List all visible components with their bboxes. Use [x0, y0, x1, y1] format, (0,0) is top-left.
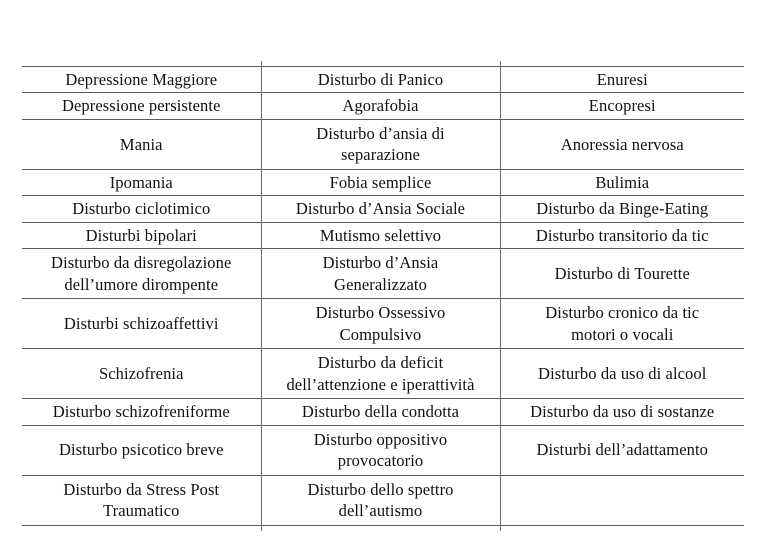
cell-text: Disturbo da Stress Post: [63, 479, 220, 499]
cell-text: Disturbi bipolari: [85, 225, 197, 245]
table-cell: [500, 475, 744, 525]
table-cell: [500, 93, 744, 119]
table-cell: [261, 249, 500, 299]
cell-text: Generalizzato: [334, 274, 427, 294]
cell-text: Disturbo d’Ansia: [322, 253, 439, 273]
cell-text: Schizofrenia: [98, 363, 184, 383]
cell-text: Bulimia: [595, 172, 650, 192]
table-cell: [261, 67, 500, 93]
table-cell: [500, 399, 744, 425]
cell-text: Compulsivo: [339, 324, 422, 344]
table-cell: [22, 222, 261, 248]
cell-text: motori o vocali: [571, 324, 674, 344]
table-cell: [261, 196, 500, 222]
table-row: [22, 93, 744, 119]
table-body: [22, 67, 744, 526]
cell-text: Anoressia nervosa: [560, 134, 684, 154]
cell-text: Disturbi schizoaffettivi: [63, 313, 219, 333]
cell-text: Disturbo Ossessivo: [315, 303, 446, 323]
cell-text: Disturbo da uso di alcool: [538, 363, 707, 383]
table-row: [22, 249, 744, 299]
table-cell: [500, 119, 744, 169]
table-cell: [22, 169, 261, 195]
table-cell: [22, 93, 261, 119]
cell-text: Encopresi: [588, 96, 656, 116]
table-cell: [22, 299, 261, 349]
cell-text: dell’umore dirompente: [64, 274, 219, 294]
cell-text: provocatorio: [337, 451, 424, 471]
table-cell: [22, 349, 261, 399]
table-cell: [261, 222, 500, 248]
cell-text: Disturbo di Panico: [317, 70, 444, 89]
table-cell: [22, 425, 261, 475]
cell-text: dell’autismo: [338, 501, 423, 521]
cell-text: Disturbo cronico da tic: [545, 303, 700, 323]
cell-text: Mutismo selettivo: [319, 225, 442, 245]
cell-text: Disturbo oppositivo: [313, 429, 448, 449]
table-cell: [261, 93, 500, 119]
cell-text: Agorafobia: [342, 96, 419, 116]
cell-text: Enuresi: [596, 70, 648, 89]
table-row: [22, 475, 744, 525]
table-cell: [500, 222, 744, 248]
table-row: [22, 399, 744, 425]
cell-text: Disturbo d’ansia di: [316, 123, 445, 143]
cell-text: Disturbo d’Ansia Sociale: [295, 199, 466, 219]
table-cell: [500, 67, 744, 93]
cell-text: Disturbo ciclotimico: [72, 199, 211, 219]
table-cell: [22, 399, 261, 425]
table-row: [22, 299, 744, 349]
cell-text: Disturbo da disregolazione: [51, 253, 232, 273]
diagnoses-table: [22, 66, 744, 526]
cell-text: Disturbo da Binge-Eating: [536, 199, 709, 219]
table-cell: [261, 299, 500, 349]
table-cell: [261, 169, 500, 195]
cell-text: Disturbo di Tourette: [554, 263, 690, 283]
table-cell: [22, 196, 261, 222]
table-row: [22, 425, 744, 475]
table-cell: [22, 119, 261, 169]
cell-text: Disturbi dell’adattamento: [536, 440, 709, 460]
cell-text: Disturbo della condotta: [301, 402, 460, 422]
cell-text: Depressione Maggiore: [65, 70, 218, 89]
cell-text: Disturbo transitorio da tic: [535, 225, 709, 245]
table-row: [22, 169, 744, 195]
cell-text: Traumatico: [103, 501, 180, 521]
cell-text: Disturbo psicotico breve: [58, 440, 224, 460]
table-cell: [261, 119, 500, 169]
cell-text: Disturbo da uso di sostanze: [530, 402, 715, 422]
table-cell: [500, 196, 744, 222]
cell-text: separazione: [341, 145, 420, 165]
table-cell: [500, 299, 744, 349]
table-cell: [261, 425, 500, 475]
table-cell: [261, 399, 500, 425]
cell-text: Mania: [119, 134, 163, 154]
table-row: [22, 222, 744, 248]
table-cell: [22, 475, 261, 525]
column-divider-2: [500, 61, 501, 531]
table-cell: [500, 249, 744, 299]
table-cell: [500, 425, 744, 475]
diagnoses-table-container: [22, 66, 744, 526]
cell-text: Ipomania: [109, 172, 173, 192]
cell-text: Disturbo dello spettro: [307, 479, 454, 499]
cell-text: Fobia semplice: [329, 172, 432, 192]
cell-text: dell’attenzione e iperattività: [286, 374, 475, 394]
table-row: [22, 67, 744, 93]
table-row: [22, 196, 744, 222]
table-cell: [261, 349, 500, 399]
table-row: [22, 349, 744, 399]
table-cell: [500, 349, 744, 399]
column-divider-1: [261, 61, 262, 531]
table-cell: [261, 475, 500, 525]
table-row: [22, 119, 744, 169]
cell-text: Disturbo schizofreniforme: [52, 402, 230, 422]
table-cell: [22, 67, 261, 93]
cell-text: Depressione persistente: [61, 96, 221, 116]
cell-text: Disturbo da deficit: [317, 353, 444, 373]
table-cell: [500, 169, 744, 195]
table-cell: [22, 249, 261, 299]
